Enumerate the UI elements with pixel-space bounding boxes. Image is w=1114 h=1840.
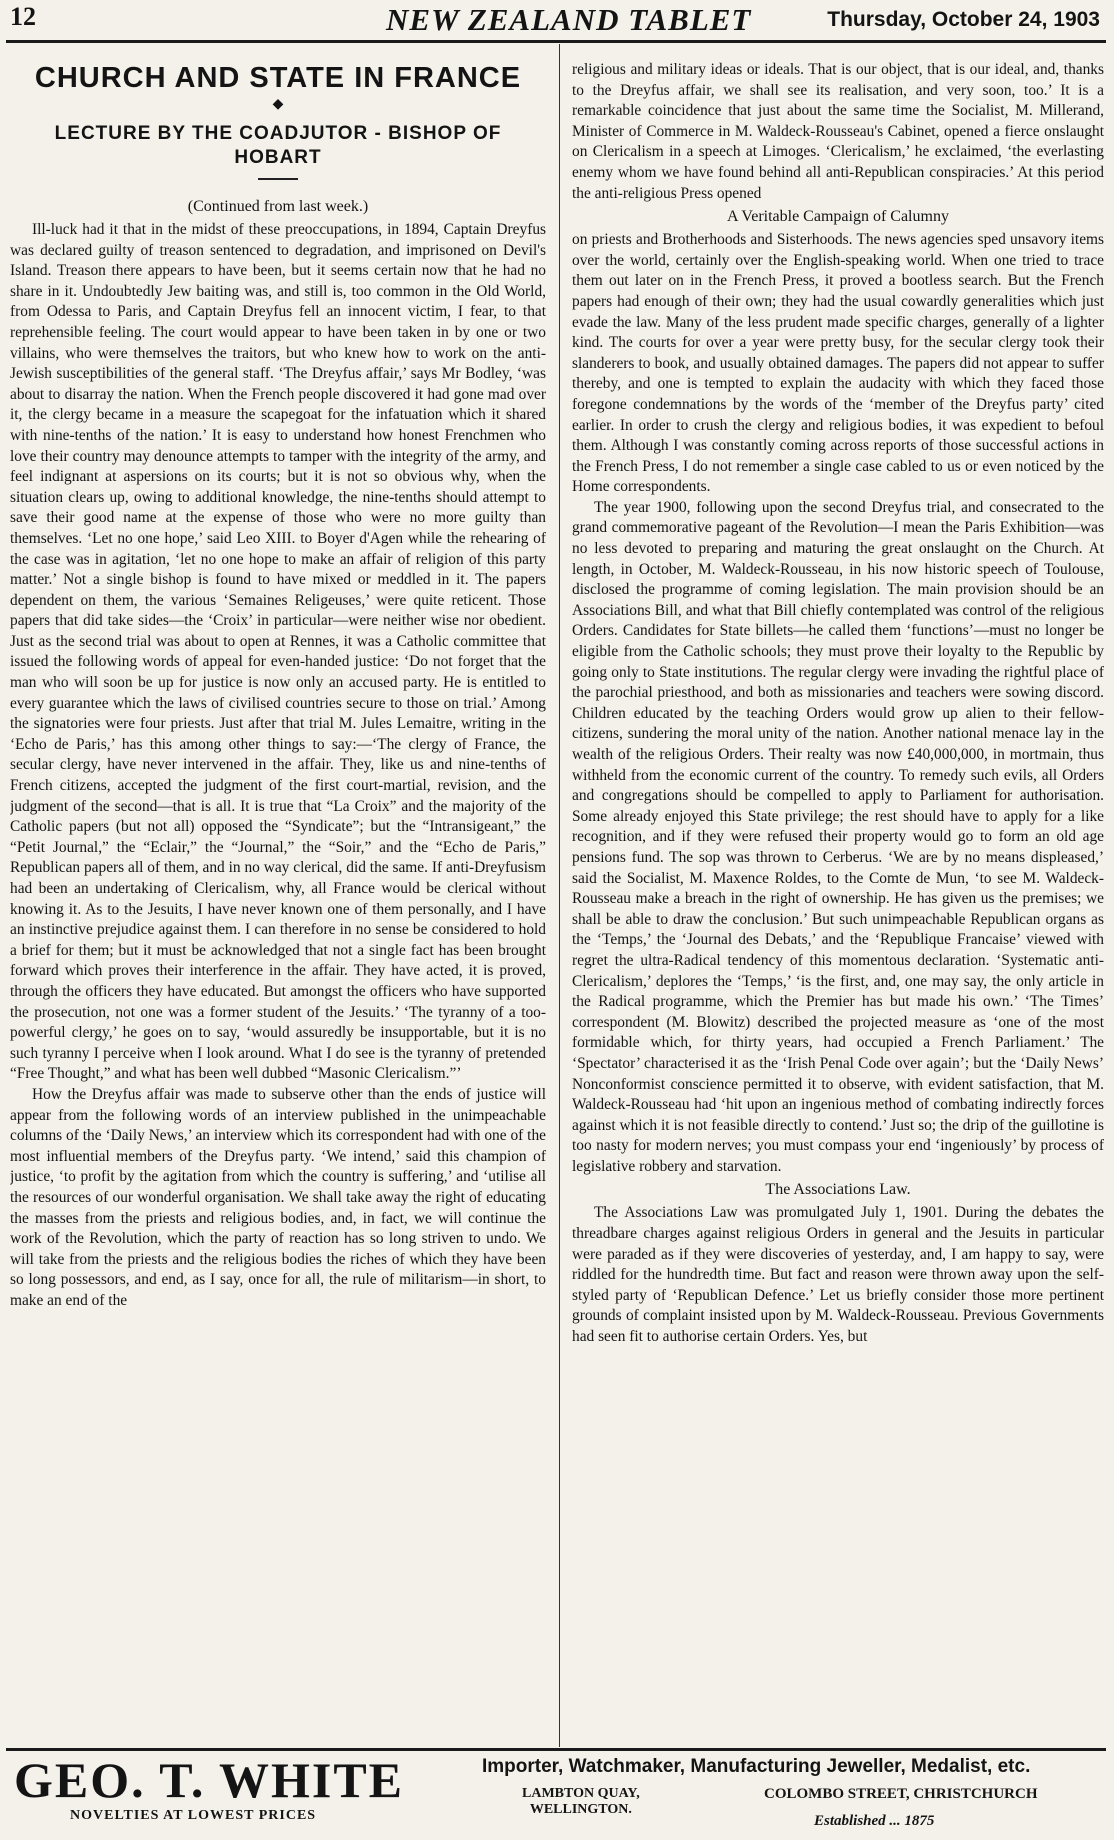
article-title: CHURCH AND STATE IN FRANCE bbox=[34, 62, 522, 94]
advertiser-name: GEO. T. WHITE bbox=[14, 1752, 405, 1808]
article-subtitle: LECTURE BY THE COADJUTOR - BISHOP OF HOBART bbox=[54, 123, 502, 168]
established-note: Established ... 1875 bbox=[814, 1813, 935, 1829]
issue-date: Thursday, October 24, 1903 bbox=[827, 8, 1100, 31]
article-paragraph: How the Dreyfus affair was made to subserve other than the ends of justice will appear from the following words of an interview published in the unimpeachable columns of the ‘Daily News,’ an interview which its correspondent had with one of the most influential members of the Dreyfus party. ‘We intend,’ said this champion of justice, ‘to profit by the agitation from which the country is suffering,’ and ‘utilise all the resources of our wonderful organisation. We shall take away the right of educating the masses from the priests and religious bodies, and, in fact, we will continue the work of the Revolution, which the party of reaction has so long striven to undo. We will take from the priests and the religious bodies the riches of which they have been so long possessors, and end, as I say, once for all, the rule of militarism—in short, to make an end of the bbox=[10, 1085, 546, 1309]
left-column bbox=[10, 46, 546, 1746]
masthead-rule bbox=[6, 40, 1106, 43]
address-line: LAMBTON QUAY, bbox=[522, 1786, 640, 1801]
right-column bbox=[572, 60, 1104, 1746]
masthead bbox=[6, 2, 1106, 36]
article-paragraph: The year 1900, following upon the second Dreyfus trial, and consecrated to the grand commemorative pageant of the Revolution—I mean the Paris Exhibition—was no less devoted to preparing and maturing the great onslaught on the Church. At length, in October, M. Waldeck-Rousseau, in his now historic speech of Toulouse, disclosed the programme of coming legislation. The main provision should be an Associations Bill, and what that Bill chiefly contemplated was control of the religious Orders. Candidates for State billets—he called them ‘functions’—must no longer be eligible from the Catholic schools; they must prove their loyalty to the Republic by going only to State institutions. The regular clergy were invading the rightful place of the parochial priesthood, and both as missionaries and teachers were sowing discord. Children educated by the teaching Orders would grow up alien to their fellow-citizens, sundering the moral unity of the nation. Another national menace lay in the wealth of the religious Orders. Their realty was now £40,000,000, in mortmain, thus withheld from the economic current of the country. To remedy such evils, all Orders and congregations should be compelled to apply to Parliament for authorisation. Some already enjoyed this State privilege; the rest should have to apply for a like recognition, and if they were refused their property would go to form an old age pensions fund. The sop was thrown to Cerberus. ‘We are by no means displeased,’ said the Socialist, M. Maxence Roldes, to the Comte de Mun, ‘to see M. Waldeck-Rousseau make a breach in the right of ownership. He has given us the premises; we shall be able to draw the conclusion.’ But such unimpeachable Republican organs as the ‘Temps,’ the ‘Journal des Debats,’ and the ‘Republique Francaise’ viewed with regret the ultra-Radical tendency of this momentous declaration. ‘Systematic anti-Clericalism,’ deplores the ‘Temps,’ ‘is the first, and, one may say, the only article in the Radical programme, which the Premier has but made his own.’ ‘The Times’ correspondent (M. Blowitz) described the projected measure as ‘one of the most formidable which, for thirty years, had occupied a French Parliament.’ The ‘Spectator’ characterised it as the ‘Irish Penal Code over again’; but the ‘Daily News’ Nonconformist conscience permitted it to observe, with evident satisfaction, that M. Waldeck-Rousseau had ‘hit upon an ingenious method of combating indirectly forces against which it is not feasible directly to contend.’ Just so; the drip of the guillotine is too nasty for modern nerves; you must compass your end ‘ingeniously’ by process of legislative robbery and starvation. bbox=[572, 498, 1104, 1175]
advertiser-tagline: NOVELTIES AT LOWEST PRICES bbox=[70, 1808, 317, 1823]
newspaper-page bbox=[6, 0, 1106, 1840]
section-heading: A Veritable Campaign of Calumny bbox=[727, 208, 949, 226]
page-number: 12 bbox=[10, 2, 36, 31]
article-paragraph: The Associations Law was promulgated July 1, 1901. During the debates the threadbare charges against religious Orders in general and the Jesuits in particular were paraded as if they were discoveries of yesterday, and, I am happy to say, were riddled for the hundredth time. But fact and reason were thrown away upon the self-styled party of ‘Republican Defence.’ Let us briefly consider those more pertinent grounds of complaint insisted upon by M. Waldeck-Rousseau. Previous Governments had seen fit to authorise certain Orders. Yes, but bbox=[572, 1204, 1104, 1346]
newspaper-title: NEW ZEALAND TABLET bbox=[386, 2, 752, 37]
section-heading: The Associations Law. bbox=[765, 1181, 911, 1199]
column-divider bbox=[559, 44, 560, 1747]
continued-note: (Continued from last week.) bbox=[187, 198, 369, 215]
advertisement-rule bbox=[6, 1748, 1106, 1751]
short-rule bbox=[258, 178, 298, 180]
address-line: WELLINGTON. bbox=[529, 1802, 632, 1817]
advertiser-trades: Importer, Watchmaker, Manufacturing Jeweller, Medalist, etc. bbox=[482, 1756, 1031, 1777]
article-paragraph: on priests and Brotherhoods and Sisterhoods. The news agencies sped unsavory items over the world, certainly over the English-speaking world. When one tried to trace them out later on in the French Press, it proved a bootless search. But the French papers had enough of their own; they had the usual cowardly generalities which just evade the law. Many of the less prudent made specific charges, generally of a lighter kind. The courts for over a year were pretty busy, for the secular clergy took their slanderers to book, and usually obtained damages. The papers did not appear to suffer thereby, and one is tempted to explain the audacity with which they faced those foregone condemnations by the words of the ‘member of the Dreyfus party’ cited earlier. In order to crush the clergy and religious bodies, it was expedient to befoul them. Although I was constantly coming across reports of those successful actions in the French Press, I do not remember a single case cabled to us or even noticed by the Home correspondents. bbox=[572, 231, 1104, 496]
address-wellington bbox=[522, 1786, 640, 1818]
ornament-divider: ◆ bbox=[272, 97, 284, 112]
article-paragraph: Ill-luck had it that in the midst of these preoccupations, in 1894, Captain Dreyfus was declared guilty of treason sentenced to degradation, and imprisoned on Devil's Island. Treason there appears to have been, but it seems certain now that he had no share in it. Undoubtedly Jew baiting was, and still is, too common in the Old World, from Odessa to Paris, and Captain Dreyfus fell an innocent victim, I fear, to that reprehensible feeling. The court would appear to have been taken in by one or two villains, who were themselves the traitors, but who knew how to work on the anti-Jewish susceptibilities of the general staff. ‘The Dreyfus affair,’ says Mr Bodley, ‘was about to disarray the nation. When the French people discovered it had gone mad over it, the clergy became in a measure the scapegoat for the infatuation which it shared with nine-tenths of the nation.’ It is easy to understand how honest Frenchmen who love their country may denounce attempts to tamper with the integrity of the army, and feel indignant at aspersions on its courts; but it is not so obvious why, when the situation clears up, owing to additional knowledge, the nine-tenths should attempt to save their good name at the expense of those who were no more guilty than themselves. ‘Let no one hope,’ said Leo XIII. to Boyer d'Agen while the rehearing of the case was in agitation, ‘let no one hope to make an affair of religion of this party matter.’ Not a single bishop is found to have mixed or meddled in it. The papers dependent on them, the various ‘Semaines Religeuses,’ were quite reticent. Those papers that did take sides—the ‘Croix’ in particular—were neither wise nor obedient. Just as the second trial was about to open at Rennes, it was a Catholic committee that issued the following words of appeal for even-handed justice: ‘Do not forget that the man who will soon be up for justice is now only an accused party. He is entitled to every guarantee which the laws of civilised countries secure to those on trial.’ Among the signatories were four priests. Just after that trial M. Jules Lemaitre, writing in the ‘Echo de Paris,’ has this among other things to say:—‘The clergy of France, the secular clergy, have never intervened in the affair. They, like us and nine-tenths of French citizens, accepted the judgment of the first court-martial, revision, and the judgment of the second—that is all. It is true that “La Croix” and the majority of the Catholic papers (but not all) opposed the “Syndicate”; but the “Intransigeant,” the “Petit Journal,” the “Eclair,” the “Journal,” the “Soir,” and the “Echo de Paris,” Republican papers all of them, and in no way clerical, did the same. If anti-Dreyfusism had been an undertaking of Clericalism, why, all France would be clerical without knowing it. As to the Jesuits, I have never known one of them personally, and I have an instinctive prejudice against them. I can therefore in no sense be considered to hold a brief for them; but it must be acknowledged that not a single fact has been brought forward which proves their interference in the affair. They have acted, it is proved, through the officers they have educated. But amongst the officers who have supported the prosecution, not one was a former student of the Jesuits.’ ‘The tyranny of a too-powerful clergy,’ he goes on to say, ‘would assuredly be insupportable, but it is no such tyranny I perceive when I look around. What I do see is the tyranny of pretended “Free Thought,” and what has been well dubbed “Masonic Clericalism.”’ bbox=[10, 221, 546, 1083]
address-christchurch: COLOMBO STREET, CHRISTCHURCH bbox=[764, 1786, 1038, 1802]
article-paragraph: religious and military ideas or ideals. That is our object, that is our ideal, and, thanks to the Dreyfus affair, we shall see its realisation, and very soon, too.’ It is a remarkable coincidence that just about the same time the Socialist, M. Millerand, Minister of Commerce in M. Waldeck-Rousseau's Cabinet, opened a fierce onslaught on Clericalism in a speech at Limoges. ‘Clericalism,’ he exclaimed, ‘the everlasting enemy whom we have found behind all anti-Republican conspiracies.’ At this period the anti-religious Press opened bbox=[572, 61, 1104, 202]
